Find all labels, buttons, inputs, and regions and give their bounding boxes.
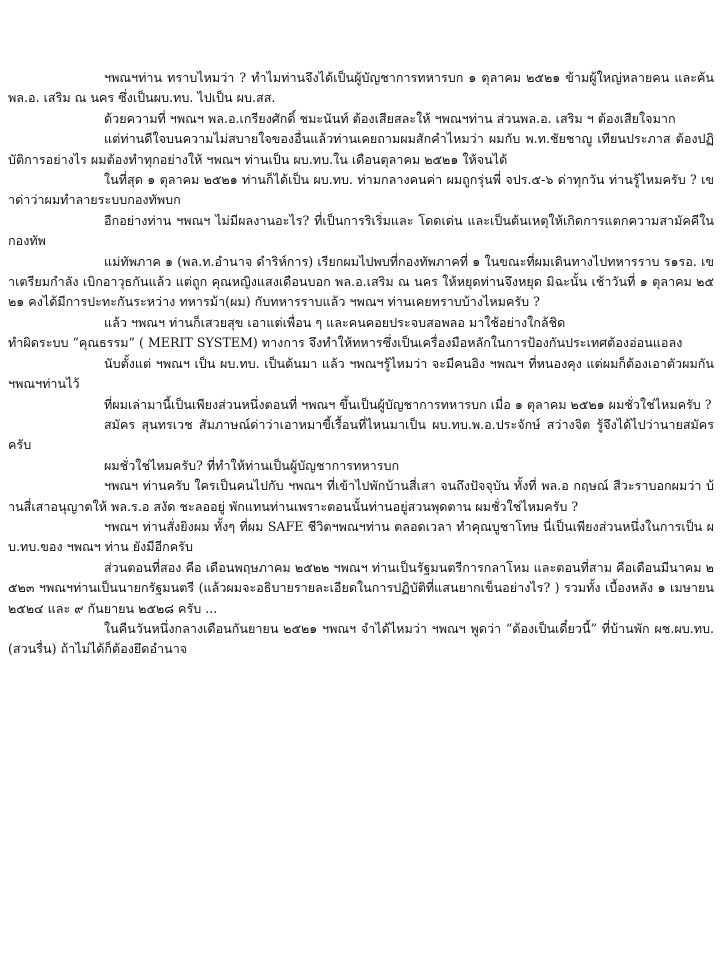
paragraph-7: แล้ว ฯพณฯ ท่านก็เสวยสุข เอาแต่เพื่อน ๆ และคนคอยประจบสอพลอ มาใช้อย่างใกล้ชิด xyxy=(104,314,566,330)
paragraph-8: ทำผิดระบบ “คุณธรรม” ( MERIT SYSTEM) ทางการ จึงทำให้ทหารซึ่งเป็นเครื่องมือหลักในการป้องกันประเทศต้องอ่อนแอลง xyxy=(8,335,683,351)
paragraph-14: ฯพณฯ ท่านสั่งยิงผม ทั้งๆ ที่ผม SAFE ชีวิตฯพณฯท่าน ตลอดเวลา ทำคุณบูชาโทษ นี่เป็นเพียงส่วนหนึ่งในการเป็น ผบ.ทบ.ของ ฯพณฯ ท่าน ยังมีอีกครับ xyxy=(8,518,714,555)
paragraph-6: แม่ทัพภาค ๑ (พล.ท.อำนาจ ดำริห์การ) เรียกผมไปพบที่กองทัพภาคที่ ๑ ในขณะที่ผมเดินทางไปทหารราบ ร๑รอ. เขาเตรียมกำลัง เบิกอาวุธกันแล้ว แต่ถูก คุณหญิงแสงเดือนบอก พล.อ.เสริม ณ นคร ให้หยุดท่านจึงหยุด มิฉะนั้น เช้าวันที่ ๑ ตุลาคม ๒๕๒๑ คงได้มีการปะทะกันระหว่าง ทหารม้า(ผม) กับทหารราบแล้ว ฯพณฯ ท่านเคยทราบบ้างไหมครับ ? xyxy=(8,253,714,310)
paragraph-15: ส่วนตอนที่สอง คือ เดือนพฤษภาคม ๒๕๒๒ ฯพณฯ ท่านเป็นรัฐมนตรีการกลาโหม และตอนที่สาม คือเดือนมีนาคม ๒๕๒๓ ฯพณฯท่านเป็นนายกรัฐมนตรี (แล้วผมจะอธิบายรายละเอียดในการปฏิบัติที่แสนยากเข็นอย่างไร? ) รวมทั้ง เบื้องหลัง ๑ เมษายน ๒๕๒๔ และ ๙ กันยายน ๒๕๒๘ ครับ ... xyxy=(8,559,714,616)
paragraph-4: ในที่สุด ๑ ตุลาคม ๒๕๒๑ ท่านก็ได้เป็น ผบ.ทบ. ท่ามกลางคนค่า ผมถูกรุ่นพี่ จปร.๕-๖ ด่าทุกวัน ท่านรู้ไหมครับ ? เขาด่าว่าผมทำลายระบบกองทัพบก xyxy=(8,172,714,208)
paragraph-3: แต่ท่านดีใจบนความไม่สบายใจของอื่นแล้วท่านเคยถามผมสักคำไหมว่า ผมกับ พ.ท.ชัยชาญู เทียนประภาส ต้องปฏิบัติการอย่างไร ผมต้องทำทุกอย่างให้ ฯพณฯ ท่านเป็น ผบ.ทบ.ใน เดือนตุลาคม ๒๕๒๑ ให้จนได้ xyxy=(8,131,714,167)
paragraph-10: ที่ผมเล่ามานี้เป็นเพียงส่วนหนึ่งตอนที่ ฯพณฯ ขึ้นเป็นผู้บัญชาการทหารบก เมื่อ ๑ ตุลาคม ๒๕๒๑ ผมชั่วใช่ไหมครับ ? xyxy=(104,396,712,412)
paragraph-1: ฯพณฯท่าน ทราบไหมว่า ? ทำไมท่านจึงได้เป็นผู้บัญชาการทหารบก ๑ ตุลาคม ๒๕๒๑ ข้ามผู้ใหญ่หลายคน และค้นพล.อ. เสริม ณ นคร ซึ่งเป็นผบ.ทบ. ไปเป็น ผบ.สส. xyxy=(8,70,714,106)
paragraph-9: นับตั้งแต่ ฯพณฯ เป็น ผบ.ทบ. เป็นต้นมา แล้ว ฯพณฯรู้ไหมว่า จะมีคนอิง ฯพณฯ ที่หนองคุง แต่ผมก็ต้องเอาตัวผมกัน ฯพณฯท่านไว้ xyxy=(8,355,714,392)
letter-body xyxy=(8,68,714,660)
paragraph-12: ผมชั่วใช่ไหมครับ? ที่ทำให้ท่านเป็นผู้บัญชาการทหารบก xyxy=(104,457,400,473)
paragraph-13: ฯพณฯ ท่านครับ ใครเป็นคนไปกับ ฯพณฯ ที่เข้าไปพักบ้านสี่เสา จนถึงปัจจุบัน ทั้งที่ พล.อ กฤษณ์ สีวะราบอกผมว่า บ้านสี่เสาอนุญาตให้ พล.ร.อ สงัด ชะลออยู่ พักแทนท่านเพราะตอนนั้นท่านอยู่สวนพุดตาน ผมชั่วใช่ไหมครับ ? xyxy=(8,478,714,514)
paragraph-5: อีกอย่างท่าน ฯพณฯ ไม่มีผลงานอะไร? ที่เป็นการริเริ่มและ โดดเด่น และเป็นต้นเหตุให้เกิดการแตกความสามัคคีในกองทัพ xyxy=(8,212,714,249)
paragraph-2: ด้วยความที่ ฯพณฯ พล.อ.เกรียงศักดิ์ ชมะนันท์ ต้องเสียสละให้ ฯพณฯท่าน ส่วนพล.อ. เสริม ฯ ต้องเสียใจมาก xyxy=(104,110,676,126)
paragraph-11: สมัคร สุนทรเวช สัมภาษณ์ด่าว่าเอาหมาขี้เรื้อนที่ไหนมาเป็น ผบ.ทบ.พ.อ.ประจักษ์ สว่างจิต รู้จึงได้ไปว่านายสมัคร ครับ xyxy=(8,416,714,453)
paragraph-16: ในคืนวันหนึ่งกลางเดือนกันยายน ๒๕๒๑ ฯพณฯ จำได้ไหมว่า ฯพณฯ พูดว่า “ต้องเป็นเดี๋ยวนี้” ที่บ้านพัก ผช.ผบ.ทบ. (สวนรื่น) ถ้าไม่ได้ก็ต้องยึดอำนาจ xyxy=(8,620,714,657)
